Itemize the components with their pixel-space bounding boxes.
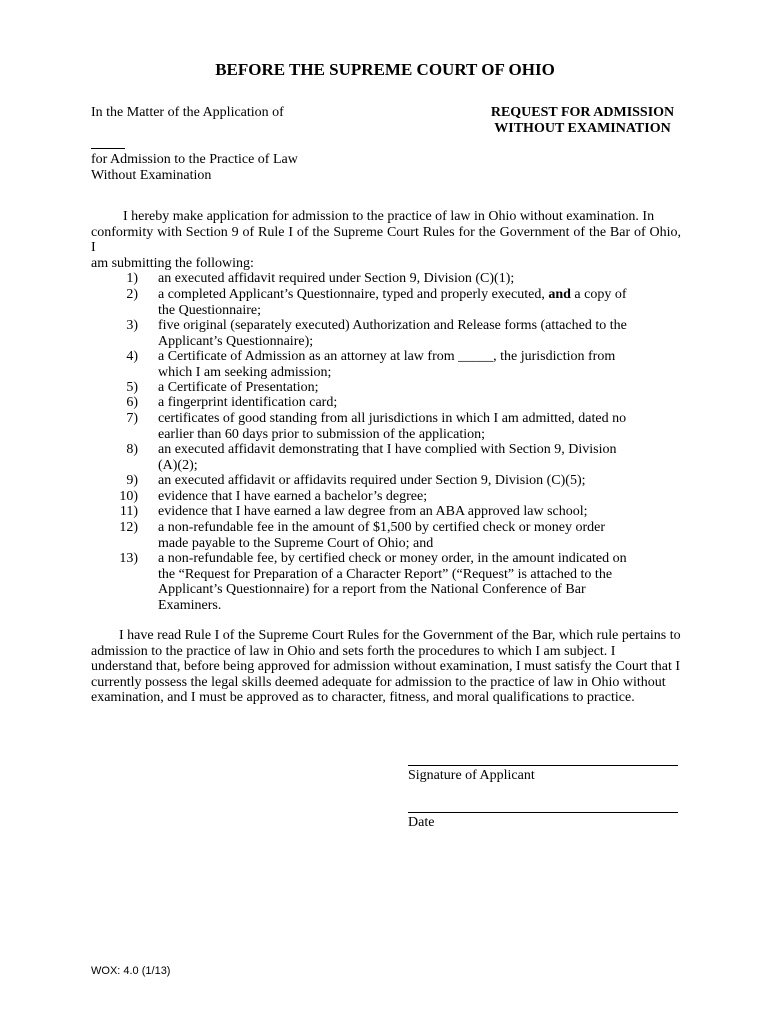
closing-line: understand that, before being approved for admission without examination, I must satisfy the Court that I [91, 659, 681, 674]
list-item-text: a non-refundable fee, by certified check or money order, in the amount indicated on [158, 551, 627, 566]
list-item-text: five original (separately executed) Authorization and Release forms (attached to the [158, 318, 627, 333]
list-item-text: a non-refundable fee in the amount of $1,500 by certified check or money order [158, 520, 606, 535]
list-item-text: a copy of [570, 287, 627, 302]
form-footer: WOX: 4.0 (1/13) [91, 965, 171, 977]
list-item-text: a Certificate of Presentation; [158, 380, 319, 395]
closing-line: examination, and I must be approved as to character, fitness, and moral qualifications to practice. [91, 690, 635, 705]
closing-line: currently possess the legal skills deemed adequate for admission to the practice of law in Ohio without [91, 674, 666, 690]
list-item-number: 10) [119, 489, 138, 504]
date-line [408, 812, 678, 813]
list-item-text: a fingerprint identification card; [158, 395, 338, 410]
intro-line: I hereby make application for admission to the practice of law in Ohio without examination. In [123, 209, 655, 224]
list-item-number: 13) [119, 551, 138, 566]
list-item-text: the Questionnaire; [158, 302, 262, 318]
list-item-text: an executed affidavit demonstrating that I have complied with Section 9, Division [158, 442, 617, 457]
matter-caption: In the Matter of the Application of [91, 105, 284, 120]
list-item-text: earlier than 60 days prior to submission of the application; [158, 426, 485, 442]
list-item-text: Applicant’s Questionnaire); [158, 333, 314, 349]
list-item-text: the “Request for Preparation of a Character Report” (“Request” is attached to the [158, 566, 613, 582]
list-item-text: which I am seeking admission; [158, 364, 332, 380]
list-item-text: certificates of good standing from all jurisdictions in which I am admitted, dated no [158, 411, 627, 426]
signature-line [408, 765, 678, 766]
list-item-text: evidence that I have earned a law degree from an ABA approved law school; [158, 504, 588, 519]
closing-line: I have read Rule I of the Supreme Court Rules for the Government of the Bar, which rule pertains to [119, 628, 681, 643]
list-item-text: a completed Applicant’s Questionnaire, typed and properly executed, [158, 287, 549, 302]
intro-line: conformity with Section 9 of Rule I of the Supreme Court Rules for the Government of the Bar of Ohio, I [91, 224, 681, 255]
page-title: BEFORE THE SUPREME COURT OF OHIO [215, 60, 555, 79]
list-item-text: made payable to the Supreme Court of Ohio; and [158, 535, 434, 551]
list-item-number: 5) [126, 380, 138, 395]
request-heading [475, 105, 690, 137]
date-label: Date [408, 815, 435, 830]
list-item-number: 9) [126, 473, 138, 488]
list-item-number: 12) [119, 520, 138, 535]
request-heading-line2: WITHOUT EXAMINATION [494, 121, 671, 136]
list-item-text: evidence that I have earned a bachelor’s degree; [158, 489, 428, 504]
admission-caption-line1: for Admission to the Practice of Law [91, 152, 298, 167]
signature-label: Signature of Applicant [408, 768, 535, 783]
list-item-number: 4) [126, 349, 138, 364]
intro-line: am submitting the following: [91, 255, 254, 271]
list-item-text: an executed affidavit required under Section 9, Division (C)(1); [158, 271, 515, 286]
closing-line: admission to the practice of law in Ohio and sets forth the procedures to which I am subject. I [91, 643, 616, 659]
closing-paragraph [91, 628, 681, 706]
admission-caption [91, 152, 298, 184]
list-item-text: (A)(2); [158, 457, 198, 473]
list-item-text: Applicant’s Questionnaire) for a report from the National Conference of Bar [158, 582, 586, 597]
admission-caption-line2: Without Examination [91, 168, 212, 183]
list-item-bold-text: and [548, 287, 571, 302]
request-heading-line1: REQUEST FOR ADMISSION [490, 105, 675, 120]
applicant-name-blank [91, 148, 125, 149]
list-item-text: a Certificate of Admission as an attorney at law from _____, the jurisdiction from [158, 349, 616, 364]
list-item-text: Examiners. [158, 597, 222, 613]
list-item-number: 3) [126, 318, 138, 333]
list-item-number: 8) [126, 442, 138, 457]
list-item-number: 2) [126, 287, 138, 302]
list-item-number: 6) [126, 395, 138, 410]
list-item-number: 7) [126, 411, 138, 426]
intro-paragraph [91, 209, 681, 271]
list-item-text: an executed affidavit or affidavits required under Section 9, Division (C)(5); [158, 473, 586, 488]
list-item-number: 11) [119, 504, 138, 519]
list-item-number: 1) [126, 271, 138, 286]
